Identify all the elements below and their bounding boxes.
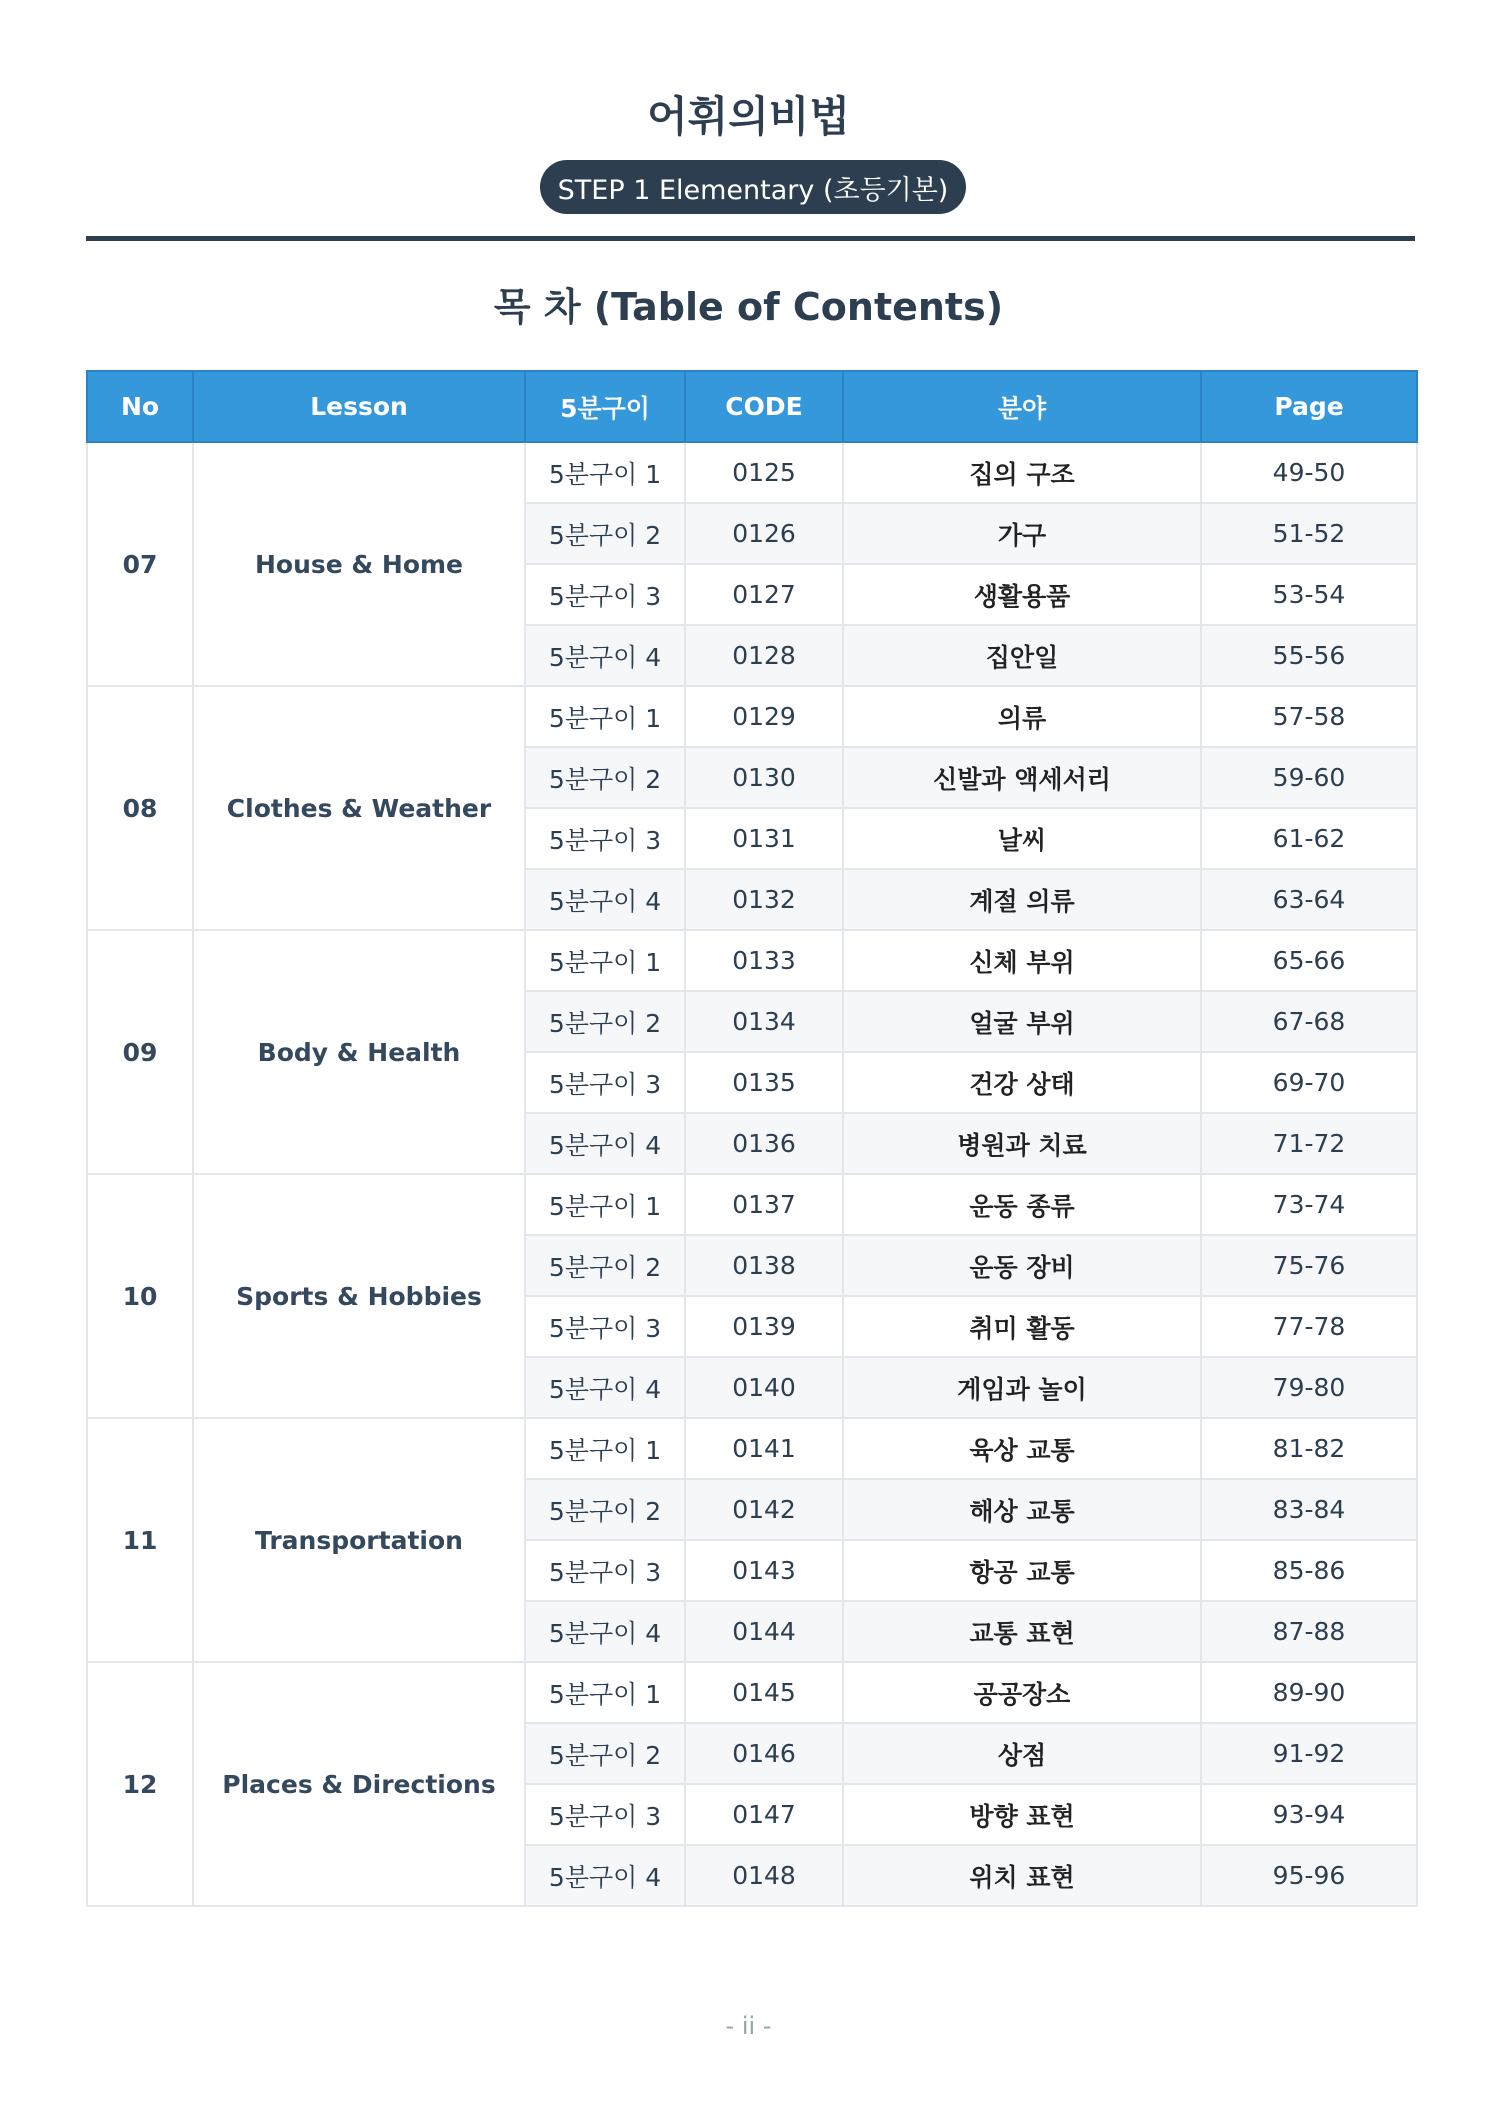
code-cell: 0129 xyxy=(685,686,843,747)
page-cell: 65-66 xyxy=(1201,930,1417,991)
field-cell: 집안일 xyxy=(843,625,1201,686)
group-cell: 5분구이 2 xyxy=(525,1235,685,1296)
lesson-number: 09 xyxy=(87,930,193,1174)
header-page: Page xyxy=(1201,371,1417,442)
field-cell: 해상 교통 xyxy=(843,1479,1201,1540)
page-cell: 87-88 xyxy=(1201,1601,1417,1662)
code-cell: 0144 xyxy=(685,1601,843,1662)
code-cell: 0145 xyxy=(685,1662,843,1723)
lesson-number: 11 xyxy=(87,1418,193,1662)
code-cell: 0132 xyxy=(685,869,843,930)
page-cell: 73-74 xyxy=(1201,1174,1417,1235)
field-cell: 얼굴 부위 xyxy=(843,991,1201,1052)
page-cell: 55-56 xyxy=(1201,625,1417,686)
page-number: - ii - xyxy=(725,2012,772,2040)
group-cell: 5분구이 1 xyxy=(525,686,685,747)
book-title: 어휘의비법 xyxy=(647,92,850,141)
lesson-name: House & Home xyxy=(193,442,525,686)
group-cell: 5분구이 1 xyxy=(525,1662,685,1723)
field-cell: 날씨 xyxy=(843,808,1201,869)
group-cell: 5분구이 3 xyxy=(525,1296,685,1357)
page-cell: 91-92 xyxy=(1201,1723,1417,1784)
code-cell: 0139 xyxy=(685,1296,843,1357)
group-cell: 5분구이 4 xyxy=(525,869,685,930)
code-cell: 0127 xyxy=(685,564,843,625)
lesson-number: 08 xyxy=(87,686,193,930)
code-cell: 0141 xyxy=(685,1418,843,1479)
toc-table xyxy=(86,370,1418,1907)
field-cell: 운동 장비 xyxy=(843,1235,1201,1296)
field-cell: 운동 종류 xyxy=(843,1174,1201,1235)
page-cell: 75-76 xyxy=(1201,1235,1417,1296)
lesson-number: 10 xyxy=(87,1174,193,1418)
lesson-name: Body & Health xyxy=(193,930,525,1174)
header-lesson: Lesson xyxy=(193,371,525,442)
table-row xyxy=(87,442,1417,503)
field-cell: 병원과 치료 xyxy=(843,1113,1201,1174)
field-cell: 상점 xyxy=(843,1723,1201,1784)
group-cell: 5분구이 4 xyxy=(525,1357,685,1418)
toc-title: 목 차 (Table of Contents) xyxy=(493,285,1004,329)
page-cell: 83-84 xyxy=(1201,1479,1417,1540)
group-cell: 5분구이 3 xyxy=(525,564,685,625)
table-row xyxy=(87,1418,1417,1479)
field-cell: 의류 xyxy=(843,686,1201,747)
field-cell: 신발과 액세서리 xyxy=(843,747,1201,808)
field-cell: 항공 교통 xyxy=(843,1540,1201,1601)
group-cell: 5분구이 2 xyxy=(525,503,685,564)
page-cell: 49-50 xyxy=(1201,442,1417,503)
page-cell: 79-80 xyxy=(1201,1357,1417,1418)
code-cell: 0147 xyxy=(685,1784,843,1845)
field-cell: 생활용품 xyxy=(843,564,1201,625)
table-row xyxy=(87,686,1417,747)
page-cell: 57-58 xyxy=(1201,686,1417,747)
page-cell: 77-78 xyxy=(1201,1296,1417,1357)
page-cell: 63-64 xyxy=(1201,869,1417,930)
group-cell: 5분구이 4 xyxy=(525,625,685,686)
field-cell: 계절 의류 xyxy=(843,869,1201,930)
field-cell: 방향 표현 xyxy=(843,1784,1201,1845)
table-row xyxy=(87,1174,1417,1235)
lesson-name: Clothes & Weather xyxy=(193,686,525,930)
field-cell: 가구 xyxy=(843,503,1201,564)
page-cell: 67-68 xyxy=(1201,991,1417,1052)
group-cell: 5분구이 2 xyxy=(525,747,685,808)
divider xyxy=(86,236,1415,241)
code-cell: 0133 xyxy=(685,930,843,991)
code-cell: 0128 xyxy=(685,625,843,686)
code-cell: 0143 xyxy=(685,1540,843,1601)
group-cell: 5분구이 4 xyxy=(525,1601,685,1662)
lesson-number: 12 xyxy=(87,1662,193,1906)
page-cell: 51-52 xyxy=(1201,503,1417,564)
header-field: 분야 xyxy=(843,371,1201,442)
lesson-name: Transportation xyxy=(193,1418,525,1662)
field-cell: 취미 활동 xyxy=(843,1296,1201,1357)
code-cell: 0136 xyxy=(685,1113,843,1174)
group-cell: 5분구이 3 xyxy=(525,808,685,869)
field-cell: 집의 구조 xyxy=(843,442,1201,503)
code-cell: 0142 xyxy=(685,1479,843,1540)
group-cell: 5분구이 1 xyxy=(525,930,685,991)
group-cell: 5분구이 2 xyxy=(525,1479,685,1540)
group-cell: 5분구이 1 xyxy=(525,1418,685,1479)
field-cell: 공공장소 xyxy=(843,1662,1201,1723)
table-body xyxy=(87,442,1417,1906)
code-cell: 0134 xyxy=(685,991,843,1052)
code-cell: 0130 xyxy=(685,747,843,808)
header-no: No xyxy=(87,371,193,442)
page-cell: 59-60 xyxy=(1201,747,1417,808)
page-cell: 61-62 xyxy=(1201,808,1417,869)
lesson-name: Sports & Hobbies xyxy=(193,1174,525,1418)
group-cell: 5분구이 1 xyxy=(525,442,685,503)
field-cell: 건강 상태 xyxy=(843,1052,1201,1113)
code-cell: 0148 xyxy=(685,1845,843,1906)
page-cell: 93-94 xyxy=(1201,1784,1417,1845)
code-cell: 0126 xyxy=(685,503,843,564)
step-badge: STEP 1 Elementary (초등기본) xyxy=(540,160,966,214)
field-cell: 육상 교통 xyxy=(843,1418,1201,1479)
page-cell: 71-72 xyxy=(1201,1113,1417,1174)
lesson-name: Places & Directions xyxy=(193,1662,525,1906)
group-cell: 5분구이 3 xyxy=(525,1784,685,1845)
group-cell: 5분구이 2 xyxy=(525,1723,685,1784)
page-cell: 85-86 xyxy=(1201,1540,1417,1601)
field-cell: 게임과 놀이 xyxy=(843,1357,1201,1418)
header-group: 5분구이 xyxy=(525,371,685,442)
field-cell: 신체 부위 xyxy=(843,930,1201,991)
code-cell: 0140 xyxy=(685,1357,843,1418)
code-cell: 0135 xyxy=(685,1052,843,1113)
page-cell: 69-70 xyxy=(1201,1052,1417,1113)
lesson-number: 07 xyxy=(87,442,193,686)
header-code: CODE xyxy=(685,371,843,442)
page-cell: 53-54 xyxy=(1201,564,1417,625)
code-cell: 0138 xyxy=(685,1235,843,1296)
code-cell: 0125 xyxy=(685,442,843,503)
group-cell: 5분구이 1 xyxy=(525,1174,685,1235)
field-cell: 교통 표현 xyxy=(843,1601,1201,1662)
table-row xyxy=(87,930,1417,991)
group-cell: 5분구이 4 xyxy=(525,1113,685,1174)
code-cell: 0131 xyxy=(685,808,843,869)
code-cell: 0146 xyxy=(685,1723,843,1784)
table-header-row xyxy=(87,371,1417,442)
group-cell: 5분구이 2 xyxy=(525,991,685,1052)
code-cell: 0137 xyxy=(685,1174,843,1235)
page-cell: 89-90 xyxy=(1201,1662,1417,1723)
page-cell: 81-82 xyxy=(1201,1418,1417,1479)
table-row xyxy=(87,1662,1417,1723)
field-cell: 위치 표현 xyxy=(843,1845,1201,1906)
page-cell: 95-96 xyxy=(1201,1845,1417,1906)
group-cell: 5분구이 4 xyxy=(525,1845,685,1906)
group-cell: 5분구이 3 xyxy=(525,1540,685,1601)
group-cell: 5분구이 3 xyxy=(525,1052,685,1113)
